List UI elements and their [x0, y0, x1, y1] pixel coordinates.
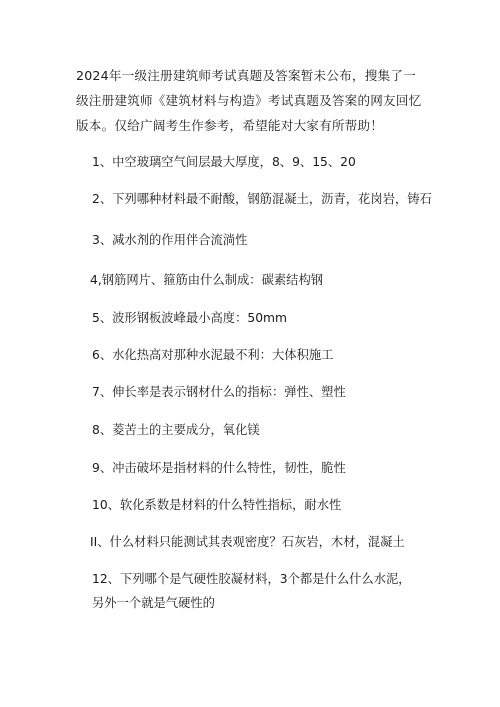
question-item-4: 4,钢筋网片、箍筋由什么制成：碳素结构钢	[90, 273, 324, 287]
question-item-3: 3、减水剂的作用伴合流淌性	[92, 233, 248, 247]
intro-paragraph: 2024年一级注册建筑师考试真题及答案暂未公布，搜集了一级注册建筑师《建筑材料与构造》考试真题及答案的网友回忆版本。仅给广阔考生作参考，希望能对大家有所帮助！	[76, 68, 422, 133]
question-item-11: II、什么材料只能测试其表观密度？石灰岩，木材，混凝土	[90, 535, 405, 549]
question-item-5: 5、波形钢板波峰最小高度：50mm	[92, 311, 287, 325]
question-item-6: 6、水化热高对那种水泥最不利：大体积施工	[92, 348, 334, 362]
question-item-10: 10、软化系数是材料的什么特性指标，耐水性	[92, 498, 342, 512]
question-item-2: 2、下列哪种材料最不耐酸，钢筋混凝土，沥青，花岗岩，铸石	[92, 192, 432, 206]
question-item-12: 12、下列哪个是气硬性胶凝材料，3个都是什么什么水泥，另外一个就是气硬性的	[92, 572, 411, 610]
question-item-8: 8、菱苦土的主要成分，氧化镁	[92, 423, 260, 437]
question-item-7: 7、伸长率是表示钢材什么的指标：弹性、塑性	[92, 385, 346, 399]
question-item-9: 9、冲击破坏是指材料的什么特性，韧性，脆性	[92, 461, 346, 475]
question-item-1: 1、中空玻璃空气间层最大厚度，8、9、15、20	[92, 155, 356, 169]
